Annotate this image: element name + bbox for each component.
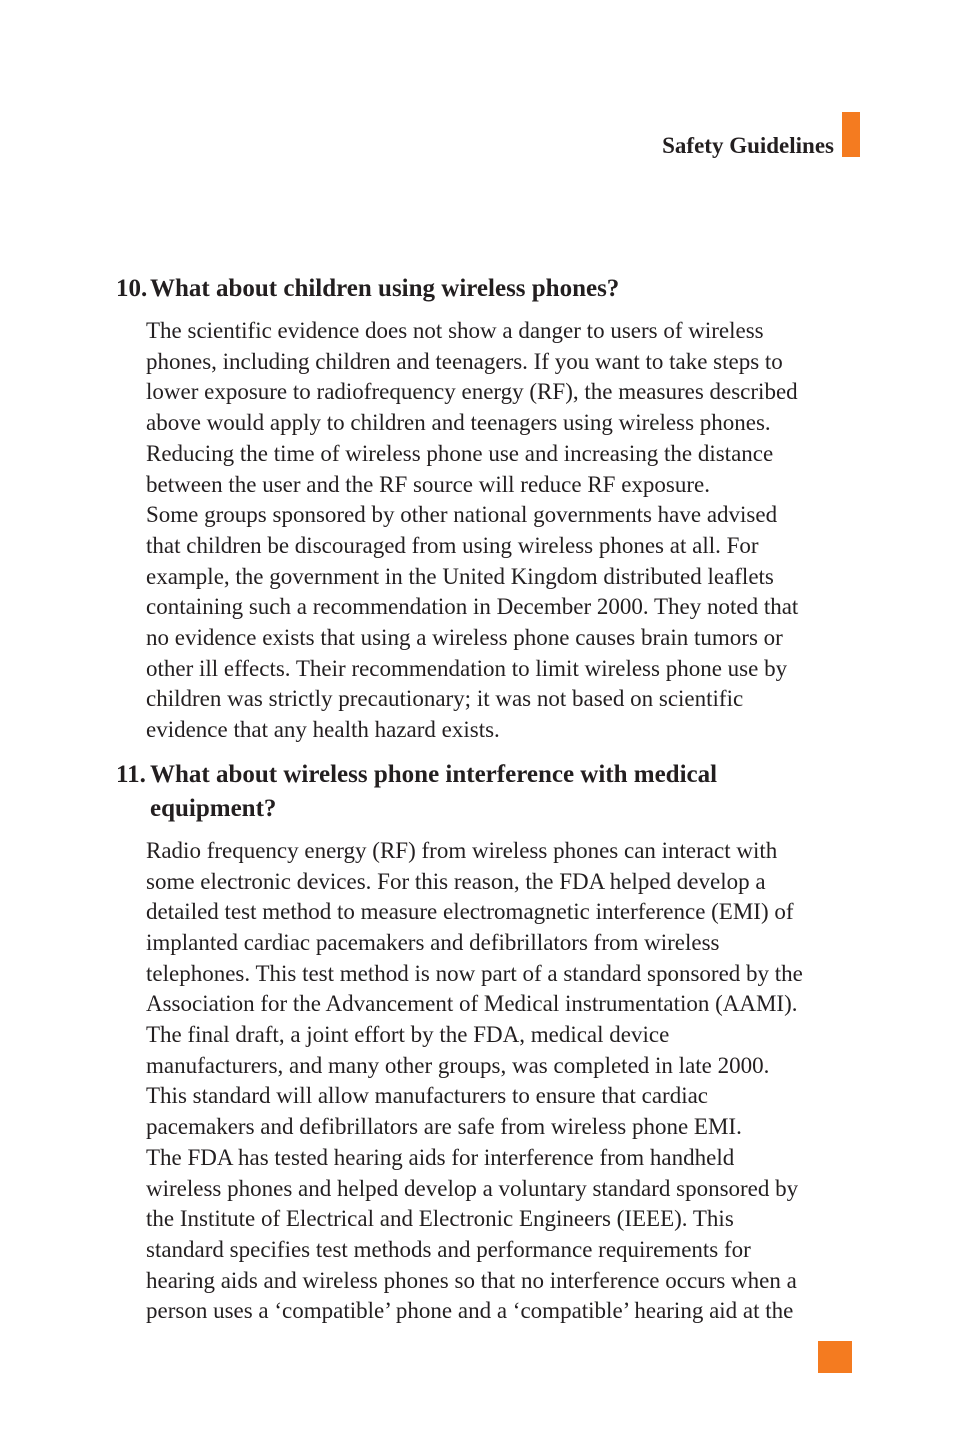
body-line: manufacturers, and many other groups, was completed in late 2000.: [146, 1052, 770, 1078]
section-body: [146, 836, 856, 1327]
body-line: above would apply to children and teenagers using wireless phones.: [146, 410, 771, 436]
body-line: The FDA has tested hearing aids for interference from handheld: [146, 1144, 735, 1170]
body-line: evidence that any health hazard exists.: [146, 717, 500, 743]
section-title: [150, 272, 856, 306]
section-tab-marker: [842, 112, 860, 157]
body-line: implanted cardiac pacemakers and defibrillators from wireless: [146, 929, 720, 955]
body-line: lower exposure to radiofrequency energy (RF), the measures described: [146, 379, 798, 405]
body-line: other ill effects. Their recommendation to limit wireless phone use by: [146, 655, 788, 681]
page-corner-marker: [818, 1341, 852, 1373]
page-header-title: Safety Guidelines: [662, 133, 834, 158]
body-line: example, the government in the United Kingdom distributed leaflets: [146, 563, 774, 589]
body-line: person uses a ‘compatible’ phone and a ‘compatible’ hearing aid at the: [146, 1298, 794, 1324]
body-line: The final draft, a joint effort by the FDA, medical device: [146, 1022, 670, 1048]
section-body: [146, 316, 856, 746]
section-title-line: What about children using wireless phones?: [150, 275, 620, 302]
section-number: 11.: [116, 760, 146, 788]
section-title-line: What about wireless phone interference with medical: [150, 760, 718, 788]
body-line: Association for the Advancement of Medical instrumentation (AAMI).: [146, 991, 798, 1017]
section-heading: [116, 758, 856, 826]
body-line: phones, including children and teenagers. If you want to take steps to: [146, 348, 783, 374]
body-line: pacemakers and defibrillators are safe from wireless phone EMI.: [146, 1114, 742, 1140]
body-line: between the user and the RF source will reduce RF exposure.: [146, 471, 710, 497]
body-line: some electronic devices. For this reason, the FDA helped develop a: [146, 868, 766, 894]
body-line: The scientific evidence does not show a danger to users of wireless: [146, 318, 764, 343]
body-line: detailed test method to measure electromagnetic interference (EMI) of: [146, 899, 794, 925]
page-content: [116, 272, 856, 1339]
body-line: standard specifies test methods and performance requirements for: [146, 1236, 751, 1262]
body-line: hearing aids and wireless phones so that no interference occurs when a: [146, 1267, 797, 1293]
body-line: Some groups sponsored by other national governments have advised: [146, 502, 778, 528]
section-heading: [116, 272, 856, 306]
body-line: containing such a recommendation in December 2000. They noted that: [146, 594, 799, 620]
body-line: telephones. This test method is now part of a standard sponsored by the: [146, 960, 803, 986]
body-line: wireless phones and helped develop a voluntary standard sponsored by: [146, 1175, 799, 1201]
section-title: [150, 758, 856, 826]
body-line: that children be discouraged from using wireless phones at all. For: [146, 532, 759, 558]
section-11: [116, 758, 856, 1327]
body-line: Radio frequency energy (RF) from wireless phones can interact with: [146, 837, 778, 863]
body-line: This standard will allow manufacturers to ensure that cardiac: [146, 1083, 709, 1109]
section-title-line: equipment?: [150, 794, 277, 822]
section-number: 10.: [116, 275, 148, 302]
body-line: children was strictly precautionary; it was not based on scientific: [146, 686, 744, 712]
body-line: the Institute of Electrical and Electronic Engineers (IEEE). This: [146, 1206, 734, 1232]
section-10: [116, 272, 856, 746]
body-line: Reducing the time of wireless phone use and increasing the distance: [146, 440, 774, 466]
body-line: no evidence exists that using a wireless phone causes brain tumors or: [146, 625, 783, 651]
